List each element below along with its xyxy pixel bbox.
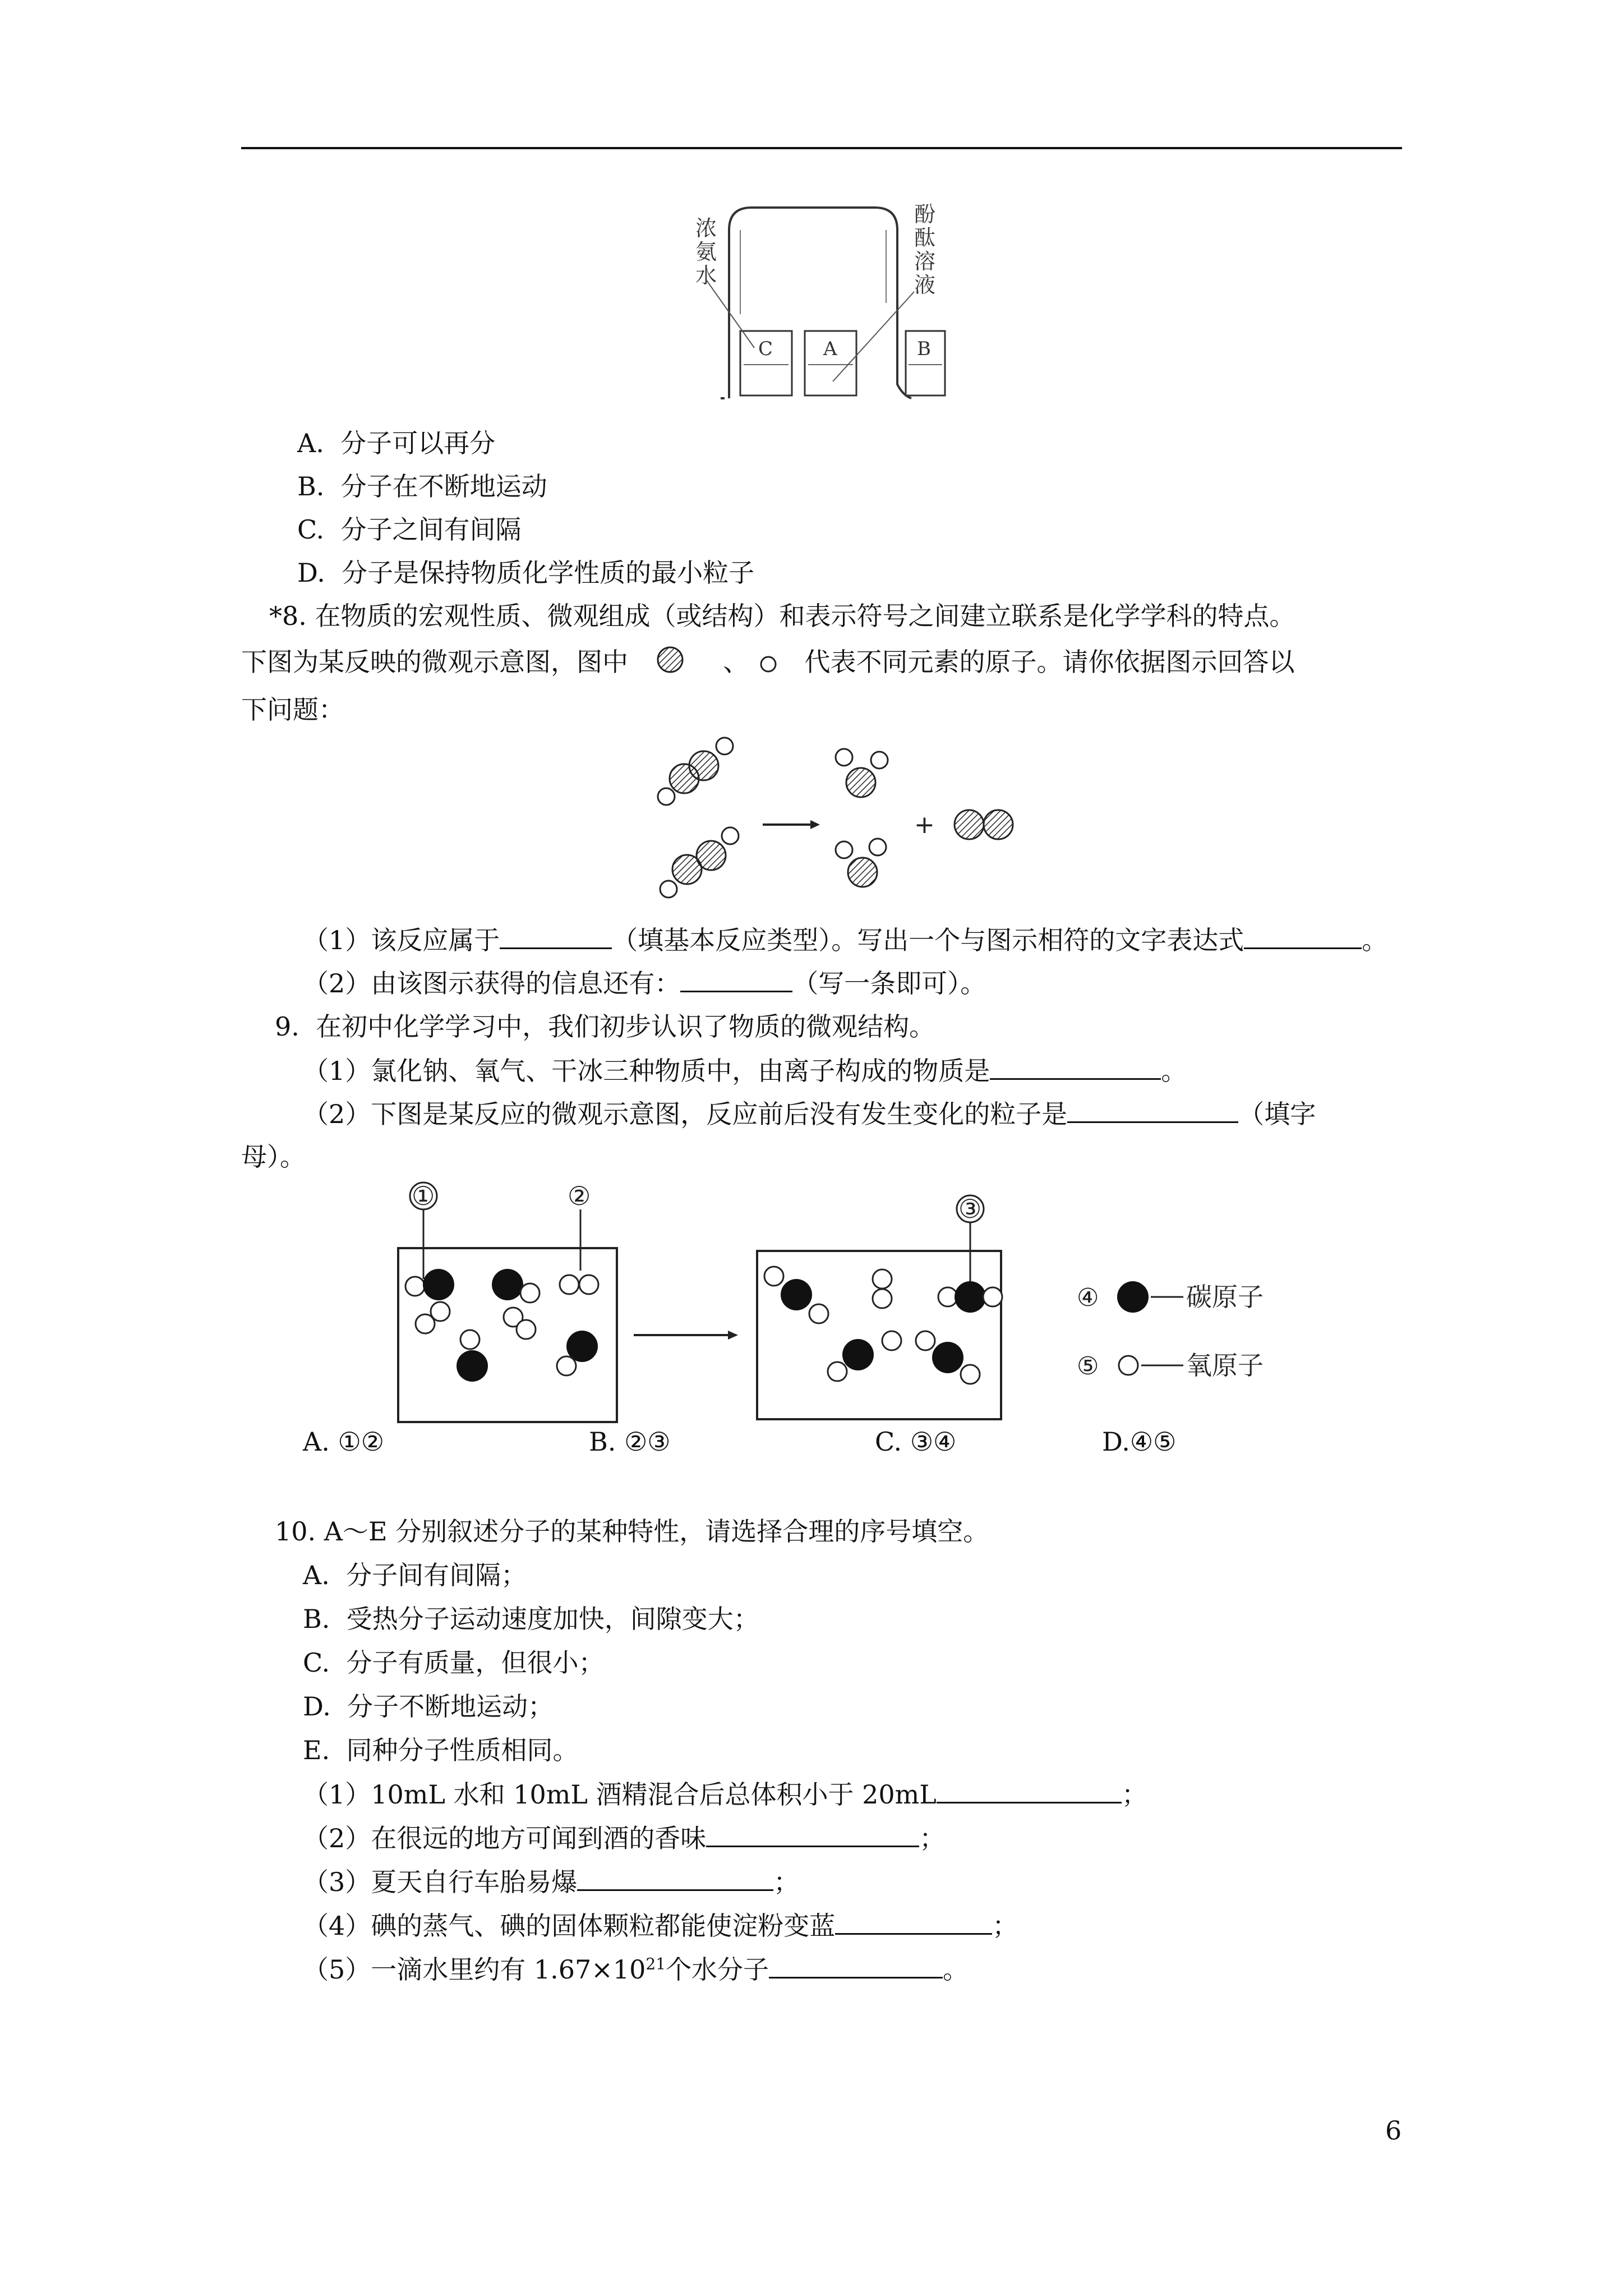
q10-sub1: （1）10mL 水和 10mL 酒精混合后总体积小于 20mL ；: [303, 1777, 1147, 1811]
q7-option-c: C. 分子之间有间隔: [297, 514, 522, 545]
answer-blank[interactable]: [937, 1777, 1122, 1803]
answer-blank[interactable]: [680, 966, 792, 992]
q7-option-b: B. 分子在不断地运动: [297, 471, 547, 501]
q10-option-a: A. 分子间有间隔；: [303, 1560, 527, 1590]
beaker-a-label: A: [823, 338, 837, 360]
label-ammonia: 浓氨水: [695, 216, 717, 288]
answer-blank[interactable]: [500, 923, 612, 949]
q10-option-d: D. 分子不断地运动；: [303, 1691, 554, 1722]
q9-option-a: A. ①②: [303, 1427, 384, 1457]
answer-blank[interactable]: [990, 1053, 1161, 1080]
answer-blank[interactable]: [706, 1821, 919, 1847]
q9-stem: 9. 在初中化学学习中，我们初步认识了物质的微观结构。: [275, 1011, 935, 1042]
legend-oxygen-marker: ⑤: [1077, 1352, 1099, 1381]
marker-1: ①: [412, 1181, 435, 1211]
marker-3: ③: [958, 1194, 982, 1224]
q8-reaction-diagram: [651, 735, 1043, 909]
hatched-atom-icon: [637, 647, 715, 681]
q10-option-e: E. 同种分子性质相同。: [303, 1735, 579, 1765]
answer-blank[interactable]: [769, 1952, 943, 1978]
white-atom-icon: [757, 647, 796, 681]
beaker-c-label: C: [758, 338, 773, 360]
q10-option-b: B. 受热分子运动速度加快，间隙变大；: [303, 1604, 759, 1634]
q10-option-c: C. 分子有质量，但很小；: [303, 1648, 605, 1678]
page-number: 6: [1385, 2115, 1402, 2146]
ammonia-experiment-diagram: [690, 196, 959, 409]
marker-2: ②: [568, 1181, 591, 1211]
label-phenolphthalein: 酚酞溶液: [914, 202, 936, 297]
q8-stem-line3: 下问题：: [241, 694, 344, 725]
q9-sub2-cont: 母）。: [241, 1142, 306, 1172]
q9-sub1: （1）氯化钠、氧气、干冰三种物质中，由离子构成的物质是 。: [303, 1053, 1187, 1088]
reaction-plus: +: [914, 811, 935, 839]
legend-oxygen-label: 氧原子: [1186, 1350, 1264, 1381]
q10-sub3: （3）夏天自行车胎易爆 ；: [303, 1865, 799, 1899]
q7-option-d: D. 分子是保持物质化学性质的最小粒子: [297, 558, 755, 588]
q9-reaction-diagram: [387, 1172, 1352, 1436]
answer-blank[interactable]: [577, 1865, 773, 1891]
beaker-b-label: B: [917, 338, 931, 360]
q9-option-c: C. ③④: [875, 1427, 957, 1457]
answer-blank[interactable]: [1244, 923, 1362, 949]
q9-sub2: （2）下图是某反应的微观示意图，反应前后没有发生变化的粒子是 （填字: [303, 1097, 1316, 1131]
q10-sub4: （4）碘的蒸气、碘的固体颗粒都能使淀粉变蓝 ；: [303, 1908, 1018, 1943]
q8-sub2: （2）由该图示获得的信息还有： （写一条即可）。: [303, 966, 986, 1000]
q9-option-b: B. ②③: [589, 1427, 671, 1457]
q10-sub5: （5）一滴水里约有 $1.67\times 10^{21}$个水分子 。: [303, 1952, 969, 1986]
header-rule: [241, 147, 1402, 149]
q7-option-a: A. 分子可以再分: [297, 428, 496, 458]
q10-stem: 10. A～E 分别叙述分子的某种特性，请选择合理的序号填空。: [275, 1516, 989, 1547]
answer-blank[interactable]: [835, 1908, 992, 1935]
q8-sub1: （1）该反应属于 （填基本反应类型）。写出一个与图示相符的文字表达式 。: [303, 923, 1387, 957]
q8-stem-line1: *8. 在物质的宏观性质、微观组成（或结构）和表示符号之间建立联系是化学学科的特点。: [269, 601, 1295, 631]
legend-carbon-label: 碳原子: [1186, 1282, 1264, 1312]
q8-stem-line2: 下图为某反映的微观示意图，图中 、 代表不同元素的原子。请你依据图示回答以: [241, 645, 1295, 681]
legend-carbon-marker: ④: [1077, 1283, 1099, 1312]
q10-sub2: （2）在很远的地方可闻到酒的香味 ；: [303, 1821, 945, 1855]
q9-option-d: D.④⑤: [1102, 1427, 1177, 1457]
answer-blank[interactable]: [1067, 1097, 1238, 1123]
